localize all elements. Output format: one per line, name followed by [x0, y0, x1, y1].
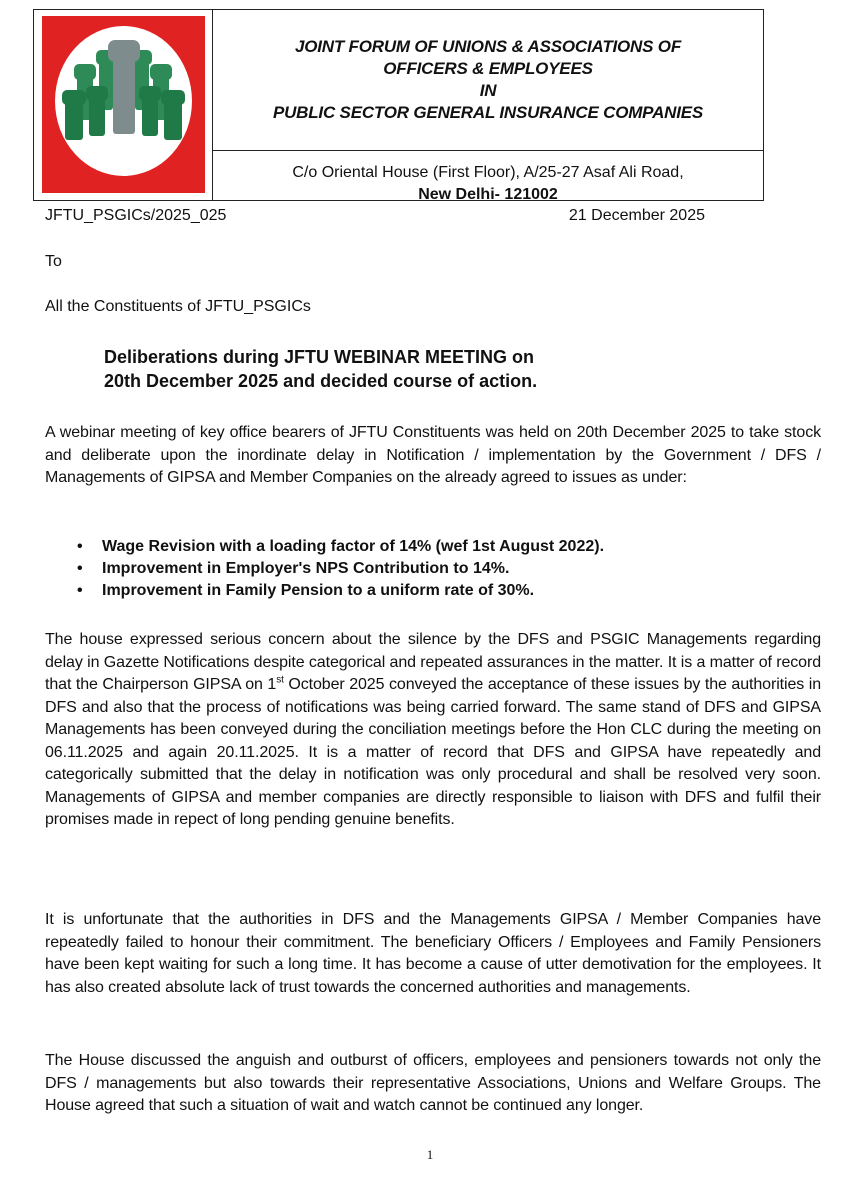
organization-name	[213, 36, 763, 124]
logo-cell	[34, 10, 213, 200]
salutation-to: To	[45, 253, 62, 270]
address-line-2: New Delhi- 121002	[418, 186, 558, 203]
issues-list	[45, 536, 821, 602]
bullet-icon: •	[77, 582, 83, 599]
list-item-text: Improvement in Family Pension to a uniform rate of 30%.	[102, 582, 535, 599]
logo-text: JFTU_PSGICs	[81, 140, 166, 155]
ordinal-suffix: st	[276, 674, 284, 686]
bullet-icon: •	[77, 538, 83, 555]
recipients: All the Constituents of JFTU_PSGICs	[45, 298, 311, 315]
page-number: 1	[426, 1147, 434, 1162]
list-item-text: Wage Revision with a loading factor of 14% (wef 1st August 2022).	[102, 538, 605, 555]
address-line-1: C/o Oriental House (First Floor), A/25-27 Asaf Ali Road,	[292, 164, 684, 181]
list-item	[45, 558, 821, 580]
letter-date: 21 December 2025	[568, 207, 705, 224]
reference-line	[45, 207, 705, 229]
reference-number: JFTU_PSGICs/2025_025	[45, 207, 227, 224]
subject-line: Deliberations during JFTU WEBINAR MEETING on	[104, 347, 535, 367]
letter-subject	[104, 345, 537, 393]
list-item-text: Improvement in Employer's NPS Contribution to 14%.	[102, 560, 510, 577]
paragraph-concern	[45, 629, 821, 832]
list-item	[45, 580, 821, 602]
logo	[42, 16, 205, 193]
organization-name-line: OFFICERS & EMPLOYEES	[383, 59, 593, 78]
bullet-icon: •	[77, 560, 83, 577]
paragraph-anguish: The House discussed the anguish and outburst of officers, employees and pensioners towards not only the DFS / managements but also towards their representative Associations, Unions and Welfare Groups. The House agreed that such a situation of wait and watch cannot be continued any longer.	[45, 1052, 821, 1114]
organization-name-line: JOINT FORUM OF UNIONS & ASSOCIATIONS OF	[294, 37, 682, 56]
letterhead	[33, 9, 764, 201]
organization-address	[213, 162, 763, 206]
organization-name-line: IN	[479, 81, 497, 100]
paragraph-failure: It is unfortunate that the authorities in DFS and the Managements GIPSA / Member Companies have repeatedly failed to honour their commitment. The beneficiary Officers / Employees and Family Pensioners have been kept waiting for such a long time. It has become a cause of utter demotivation for the employees. It has also created absolute lack of trust towards the concerned authorities and managements.	[45, 911, 821, 996]
paragraph-intro: A webinar meeting of key office bearers of JFTU Constituents was held on 20th December 2025 to take stock and deliberate upon the inordinate delay in Notification / implementation by the Government / DFS / Managements of GIPSA and Member Companies on the already agreed to issues as under:	[45, 424, 821, 486]
list-item	[45, 536, 821, 558]
organization-name-cell	[213, 10, 763, 151]
organization-name-line: PUBLIC SECTOR GENERAL INSURANCE COMPANIES	[272, 103, 704, 122]
paragraph-text: The house expressed serious concern about the silence by the DFS and PSGIC Managements regarding delay in Gazette Notifications despite categorical and repeated assurances in the matter. It is a matter of record that the Chairperson GIPSA on 1	[45, 631, 821, 693]
paragraph-text: October 2025 conveyed the acceptance of these issues by the authorities in DFS and also that the process of notifications was being carried forward. The same stand of DFS and GIPSA Managements has been conveyed during the conciliation meetings before the Hon CLC during the meeting on 06.11.2025 and again 20.11.2025. It is a matter of record that DFS and GIPSA have repeatedly and categorically submitted that the delay in notification was only procedural and shall be resolved very soon. Managements of GIPSA and member companies are directly responsible to liaison with DFS and fulfil their promises made in repect of long pending genuine benefits.	[45, 676, 821, 828]
subject-line: 20th December 2025 and decided course of action.	[104, 371, 538, 391]
